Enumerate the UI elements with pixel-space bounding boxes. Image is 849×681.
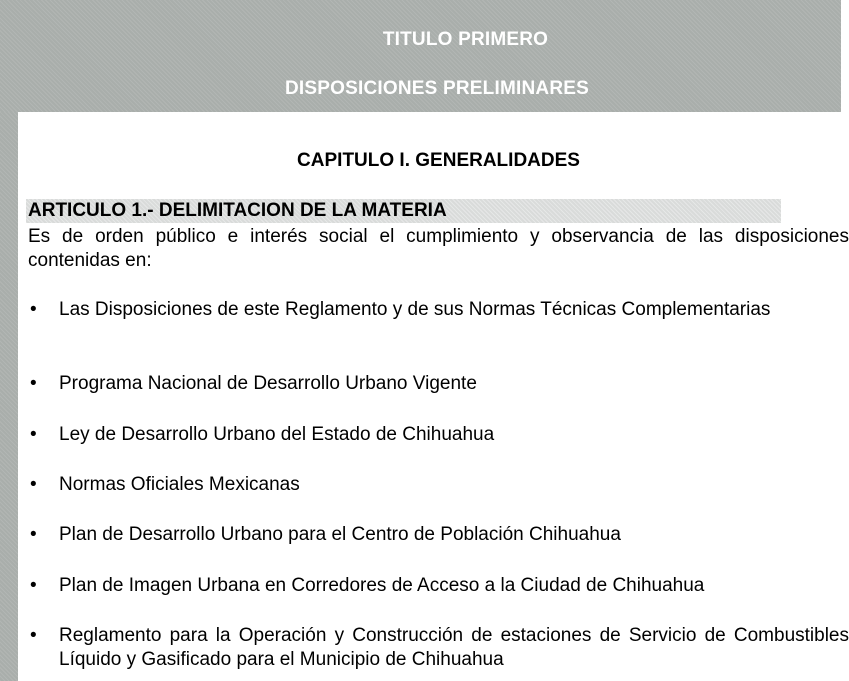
- bullet-icon: •: [30, 625, 37, 646]
- chapter-heading: CAPITULO I. GENERALIDADES: [297, 150, 580, 171]
- list-item-text: Plan de Desarrollo Urbano para el Centro de Población Chihuahua: [59, 524, 621, 545]
- article-title: ARTICULO 1.- DELIMITACION DE LA MATERIA: [28, 200, 447, 221]
- article-title-highlight: [26, 199, 781, 223]
- title-banner: [0, 0, 841, 112]
- list-item-text: Ley de Desarrollo Urbano del Estado de Chihuahua: [59, 424, 495, 445]
- list-item-text: Las Disposiciones de este Reglamento y de sus Normas Técnicas Complementarias: [59, 299, 771, 320]
- subtitle-heading: DISPOSICIONES PRELIMINARES: [285, 78, 589, 99]
- list-item-text: Plan de Imagen Urbana en Corredores de Acceso a la Ciudad de Chihuahua: [59, 575, 705, 596]
- bullet-icon: •: [30, 424, 37, 445]
- bullet-icon: •: [30, 575, 37, 596]
- list-item-text: Normas Oficiales Mexicanas: [59, 474, 300, 495]
- list-item-text: Reglamento para la Operación y Construcción de estaciones de Servicio de Combustibles Líquido y Gasificado para el Municipio de Chihuahua: [59, 625, 849, 670]
- title-heading: TITULO PRIMERO: [382, 29, 549, 50]
- bullet-icon: •: [30, 474, 37, 495]
- bullet-icon: •: [30, 524, 37, 545]
- left-margin-bar: [0, 112, 18, 681]
- bullet-icon: •: [30, 373, 37, 394]
- article-intro-paragraph: Es de orden público e interés social el cumplimiento y observancia de las disposiciones contenidas en:: [28, 226, 849, 271]
- bullet-icon: •: [30, 299, 37, 320]
- list-item-text: Programa Nacional de Desarrollo Urbano Vigente: [59, 373, 477, 394]
